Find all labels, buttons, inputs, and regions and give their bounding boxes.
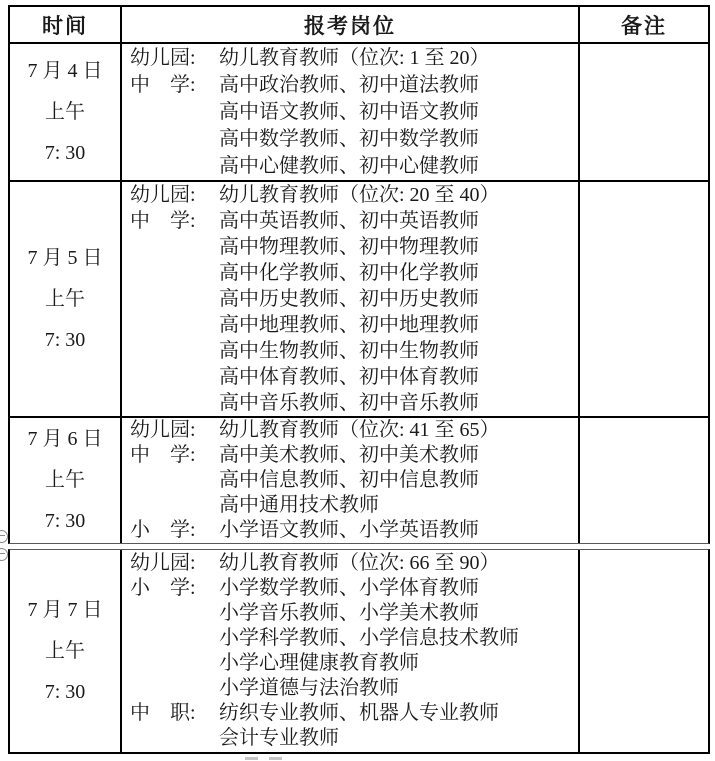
position-line [130, 153, 574, 180]
position-category-label [130, 726, 219, 751]
position-text: 高中信息教师、初中信息教师 [219, 469, 479, 491]
position-category-label [130, 390, 219, 416]
position-line [130, 126, 574, 153]
position-line [130, 208, 574, 234]
time-line: 上午 [45, 287, 85, 310]
time-line: 7 月 5 日 [27, 246, 103, 269]
position-line [130, 651, 574, 676]
table-row [10, 550, 708, 752]
time-line: 上午 [45, 100, 85, 123]
position-text: 纺织专业教师、机器人专业教师 [219, 702, 499, 724]
table-row [10, 42, 708, 180]
position-category-label: 中 学: [130, 73, 196, 96]
time-line: 7: 30 [44, 141, 86, 164]
position-text: 小学科学教师、小学信息技术教师 [219, 627, 519, 649]
time-cell [10, 182, 120, 416]
position-text: 高中音乐教师、初中音乐教师 [219, 392, 479, 414]
ruler-tick [245, 757, 258, 760]
position-line [130, 99, 574, 126]
position-text: 高中物理教师、初中物理教师 [219, 236, 479, 258]
position-category-label: 中 学: [130, 210, 196, 232]
position-category-label: 幼儿园: [130, 419, 196, 441]
position-line [130, 468, 574, 493]
position-category-label [130, 651, 219, 676]
position-category-label [130, 260, 219, 286]
position-line [130, 72, 574, 99]
position-category-label: 小 学: [130, 519, 196, 541]
positions-cell [120, 550, 578, 752]
position-line [130, 286, 574, 312]
position-category-label [130, 153, 219, 180]
position-category-label [130, 493, 219, 518]
position-category-label [130, 126, 219, 153]
positions-cell [120, 182, 578, 416]
position-line [130, 312, 574, 338]
header-positions-label: 报考岗位 [304, 13, 396, 38]
position-line [130, 493, 574, 518]
position-text: 高中政治教师、初中道法教师 [219, 73, 479, 96]
position-category-label [130, 99, 219, 126]
time-line: 7: 30 [44, 510, 86, 532]
time-cell [10, 550, 120, 752]
position-line [130, 182, 574, 208]
time-line: 7: 30 [44, 680, 86, 703]
table-segment-lower [8, 549, 710, 754]
position-text: 高中通用技术教师 [219, 494, 379, 516]
position-category-label: 中 学: [130, 444, 196, 466]
position-category-label [130, 234, 219, 260]
position-category-label [130, 601, 219, 626]
position-line [130, 45, 574, 72]
table-header-row [10, 7, 708, 42]
table-segment-upper [8, 5, 710, 544]
position-text: 幼儿教育教师（位次: 1 至 20） [219, 46, 490, 69]
table-row [10, 416, 708, 543]
position-text: 高中化学教师、初中化学教师 [219, 262, 479, 284]
time-cell [10, 44, 120, 180]
position-line [130, 726, 574, 751]
position-line [130, 234, 574, 260]
position-text: 高中体育教师、初中体育教师 [219, 366, 479, 388]
position-text: 高中地理教师、初中地理教师 [219, 314, 479, 336]
remark-cell [578, 182, 708, 416]
position-text: 小学心理健康教育教师 [219, 652, 419, 674]
header-cell-positions [120, 7, 578, 42]
remark-cell [578, 44, 708, 180]
position-text: 高中数学教师、初中数学教师 [219, 127, 479, 150]
ruler-tick [269, 757, 282, 760]
position-category-label: 小 学: [130, 577, 196, 599]
position-line [130, 576, 574, 601]
position-line [130, 260, 574, 286]
position-line [130, 338, 574, 364]
exam-schedule-table [8, 5, 710, 754]
header-cell-remark [578, 7, 708, 42]
position-text: 高中英语教师、初中英语教师 [219, 210, 479, 232]
position-text: 小学道德与法治教师 [219, 677, 399, 699]
position-category-label: 幼儿园: [130, 552, 196, 574]
table-body-lower [10, 550, 708, 752]
table-split-handle-icon [0, 548, 8, 561]
position-text: 会计专业教师 [219, 727, 339, 749]
position-category-label [130, 676, 219, 701]
position-line [130, 390, 574, 416]
time-line: 7 月 7 日 [27, 598, 103, 621]
time-cell [10, 418, 120, 543]
position-category-label [130, 626, 219, 651]
header-cell-time [10, 7, 120, 42]
position-line [130, 701, 574, 726]
position-line [130, 551, 574, 576]
position-text: 小学音乐教师、小学美术教师 [219, 602, 479, 624]
position-category-label: 幼儿园: [130, 46, 196, 69]
position-category-label [130, 286, 219, 312]
position-line [130, 518, 574, 543]
time-line: 7: 30 [44, 328, 86, 351]
position-line [130, 626, 574, 651]
position-category-label: 中 职: [130, 702, 196, 724]
position-text: 小学数学教师、小学体育教师 [219, 577, 479, 599]
position-text: 高中历史教师、初中历史教师 [219, 288, 479, 310]
position-category-label [130, 364, 219, 390]
position-line [130, 418, 574, 443]
table-split-handle-icon [0, 530, 8, 543]
positions-cell [120, 44, 578, 180]
table-row [10, 180, 708, 416]
position-text: 幼儿教育教师（位次: 41 至 65） [219, 419, 500, 441]
header-time-label: 时间 [42, 13, 88, 38]
position-text: 小学语文教师、小学英语教师 [219, 519, 479, 541]
time-line: 上午 [45, 469, 85, 491]
header-remark-label: 备注 [621, 13, 667, 38]
position-line [130, 601, 574, 626]
remark-cell [578, 418, 708, 543]
position-text: 幼儿教育教师（位次: 20 至 40） [219, 184, 500, 206]
remark-cell [578, 550, 708, 752]
time-line: 7 月 4 日 [27, 59, 103, 82]
position-line [130, 443, 574, 468]
positions-cell [120, 418, 578, 543]
position-category-label [130, 312, 219, 338]
table-body-upper [10, 42, 708, 543]
time-line: 上午 [45, 639, 85, 662]
position-line [130, 676, 574, 701]
position-text: 幼儿教育教师（位次: 66 至 90） [219, 552, 500, 574]
position-text: 高中心健教师、初中心健教师 [219, 154, 479, 177]
position-text: 高中生物教师、初中生物教师 [219, 340, 479, 362]
position-text: 高中美术教师、初中美术教师 [219, 444, 479, 466]
time-line: 7 月 6 日 [27, 428, 103, 450]
position-category-label [130, 338, 219, 364]
position-category-label: 幼儿园: [130, 184, 196, 206]
position-line [130, 364, 574, 390]
position-category-label [130, 468, 219, 493]
position-text: 高中语文教师、初中语文教师 [219, 100, 479, 123]
